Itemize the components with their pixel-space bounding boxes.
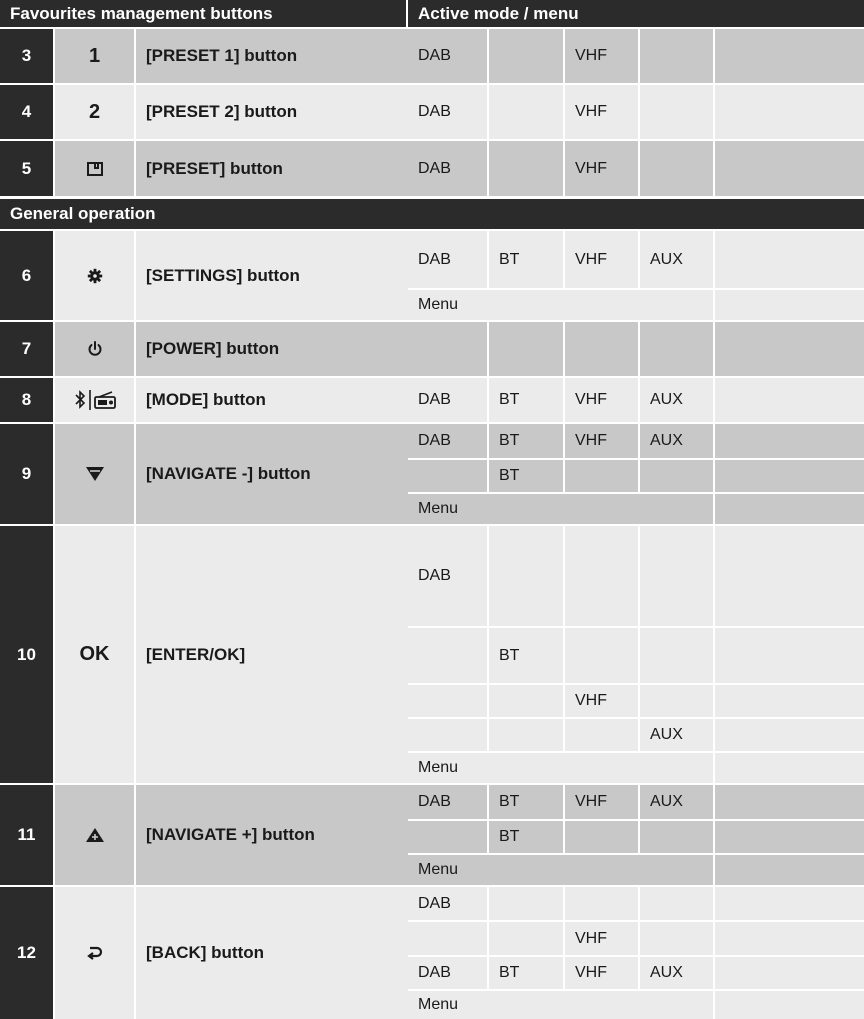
row-6-menu: Menu [408, 290, 713, 320]
row-10-blank-cell [640, 685, 713, 717]
row-10-blank-cell [640, 526, 713, 626]
row-5-label: [PRESET] button [136, 141, 408, 196]
row-8-icon-cell [55, 378, 134, 422]
row-3-blank-cell [489, 29, 563, 83]
save-icon [86, 160, 104, 178]
row-11-blank-cell [565, 821, 638, 853]
row-8-mode-bt: BT [489, 378, 563, 422]
row-10-blank-cell [715, 526, 864, 626]
row-12-mode-vhf: VHF [565, 957, 638, 989]
row-10-blank-cell [408, 719, 487, 751]
row-10-blank-cell [565, 719, 638, 751]
row-6-icon-cell [55, 231, 134, 320]
row-11-blank-cell [715, 821, 864, 853]
row-6-blank-cell [715, 231, 864, 288]
triangle-down-icon [85, 466, 105, 482]
row-9-label: [NAVIGATE -] button [136, 424, 408, 524]
power-icon [86, 340, 104, 358]
row-3-icon-cell [55, 29, 134, 83]
gear-icon [87, 268, 103, 284]
row-12-blank-cell [565, 887, 638, 920]
row-10-blank-cell [489, 526, 563, 626]
row-12-menu: Menu [408, 991, 713, 1019]
row-10-blank-cell [715, 685, 864, 717]
row-10-blank-cell [715, 628, 864, 683]
row-4-mode-vhf: VHF [565, 85, 638, 139]
row-7-blank-cell [715, 322, 864, 376]
row-11-label: [NAVIGATE +] button [136, 785, 408, 885]
row-12-mode-dab: DAB [408, 957, 487, 989]
section-header-active-mode: Active mode / menu [408, 0, 864, 27]
row-5-mode-dab: DAB [408, 141, 487, 196]
row-7-blank-cell [489, 322, 563, 376]
row-9-blank-cell [408, 460, 487, 492]
row-12-blank-cell [715, 887, 864, 920]
row-3-mode-dab: DAB [408, 29, 487, 83]
row-11-menu: Menu [408, 855, 713, 885]
row-11-blank-cell [408, 821, 487, 853]
row-12-number: 12 [0, 887, 53, 1019]
row-11-mode-bt: BT [489, 821, 563, 853]
row-4-number: 4 [0, 85, 53, 139]
triangle-up-icon [85, 827, 105, 843]
row-12-blank-cell [408, 922, 487, 955]
row-7-label: [POWER] button [136, 322, 408, 376]
row-10-mode-vhf: VHF [565, 685, 638, 717]
back-icon [86, 945, 104, 961]
row-12-label: [BACK] button [136, 887, 408, 1019]
row-7-number: 7 [0, 322, 53, 376]
row-8-label: [MODE] button [136, 378, 408, 422]
row-9-blank-cell [715, 460, 864, 492]
row-9-mode-dab: DAB [408, 424, 487, 458]
row-9-icon-cell [55, 424, 134, 524]
row-7-blank-cell [408, 322, 487, 376]
row-3-number: 3 [0, 29, 53, 83]
row-6-mode-aux: AUX [640, 231, 713, 288]
row-12-blank-cell [715, 957, 864, 989]
row-10-blank-cell [715, 719, 864, 751]
row-11-mode-aux: AUX [640, 785, 713, 819]
row-9-mode-vhf: VHF [565, 424, 638, 458]
row-6-mode-bt: BT [489, 231, 563, 288]
row-12-blank-cell [489, 922, 563, 955]
row-10-blank-cell [565, 628, 638, 683]
row-12-mode-aux: AUX [640, 957, 713, 989]
row-6-mode-dab: DAB [408, 231, 487, 288]
row-9-number: 9 [0, 424, 53, 524]
row-11-mode-vhf: VHF [565, 785, 638, 819]
row-9-blank-cell [565, 460, 638, 492]
row-8-blank-cell [715, 378, 864, 422]
row-9-mode-aux: AUX [640, 424, 713, 458]
section-header-general: General operation [0, 199, 864, 229]
row-12-mode-dab: DAB [408, 887, 487, 920]
row-4-label: [PRESET 2] button [136, 85, 408, 139]
row-5-blank-cell [489, 141, 563, 196]
bluetooth-radio-icon [72, 388, 118, 412]
row-4-blank-cell [715, 85, 864, 139]
row-9-mode-bt: BT [489, 424, 563, 458]
preset-2-icon: 2 [88, 100, 101, 123]
row-12-blank-cell [489, 887, 563, 920]
row-7-blank-cell [640, 322, 713, 376]
row-7-blank-cell [565, 322, 638, 376]
row-4-blank-cell [489, 85, 563, 139]
row-8-number: 8 [0, 378, 53, 422]
row-5-icon-cell [55, 141, 134, 196]
row-11-menu-blank [715, 855, 864, 885]
row-10-blank-cell [489, 719, 563, 751]
row-11-icon-cell [55, 785, 134, 885]
row-11-mode-bt: BT [489, 785, 563, 819]
row-11-mode-dab: DAB [408, 785, 487, 819]
row-11-blank-cell [715, 785, 864, 819]
row-10-label: [ENTER/OK] [136, 526, 408, 783]
row-10-icon-cell [55, 526, 134, 783]
row-12-menu-blank [715, 991, 864, 1019]
row-10-blank-cell [565, 526, 638, 626]
row-6-number: 6 [0, 231, 53, 320]
row-10-number: 10 [0, 526, 53, 783]
row-10-mode-dab: DAB [408, 526, 487, 626]
row-9-blank-cell [640, 460, 713, 492]
row-5-mode-vhf: VHF [565, 141, 638, 196]
row-10-blank-cell [408, 628, 487, 683]
row-5-blank-cell [715, 141, 864, 196]
row-10-mode-bt: BT [489, 628, 563, 683]
row-12-blank-cell [640, 887, 713, 920]
row-12-icon-cell [55, 887, 134, 1019]
row-9-menu: Menu [408, 494, 713, 524]
row-10-menu-blank [715, 753, 864, 783]
row-12-mode-vhf: VHF [565, 922, 638, 955]
row-6-mode-vhf: VHF [565, 231, 638, 288]
row-6-menu-blank [715, 290, 864, 320]
row-3-mode-vhf: VHF [565, 29, 638, 83]
row-8-mode-aux: AUX [640, 378, 713, 422]
row-4-mode-dab: DAB [408, 85, 487, 139]
row-12-mode-bt: BT [489, 957, 563, 989]
row-9-menu-blank [715, 494, 864, 524]
row-6-label: [SETTINGS] button [136, 231, 408, 320]
row-3-blank-cell [715, 29, 864, 83]
row-3-label: [PRESET 1] button [136, 29, 408, 83]
row-11-number: 11 [0, 785, 53, 885]
row-7-icon-cell [55, 322, 134, 376]
row-8-mode-dab: DAB [408, 378, 487, 422]
row-9-mode-bt: BT [489, 460, 563, 492]
row-5-blank-cell [640, 141, 713, 196]
section-header-favourites: Favourites management buttons [0, 0, 406, 27]
row-9-blank-cell [715, 424, 864, 458]
row-3-blank-cell [640, 29, 713, 83]
row-12-blank-cell [715, 922, 864, 955]
row-10-blank-cell [640, 628, 713, 683]
preset-1-icon: 1 [88, 44, 101, 67]
row-4-icon-cell [55, 85, 134, 139]
ok-icon: OK [79, 643, 110, 665]
row-4-blank-cell [640, 85, 713, 139]
row-10-menu: Menu [408, 753, 713, 783]
row-10-blank-cell [489, 685, 563, 717]
row-8-mode-vhf: VHF [565, 378, 638, 422]
row-10-blank-cell [408, 685, 487, 717]
row-10-mode-aux: AUX [640, 719, 713, 751]
row-11-blank-cell [640, 821, 713, 853]
row-5-number: 5 [0, 141, 53, 196]
row-12-blank-cell [640, 922, 713, 955]
